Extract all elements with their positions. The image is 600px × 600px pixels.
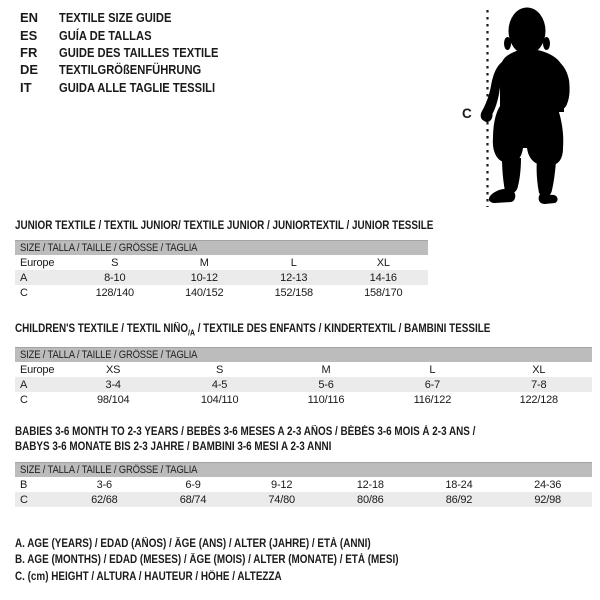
size-cell: M xyxy=(199,256,209,269)
size-cell: L xyxy=(290,256,297,269)
size-cell: XL xyxy=(532,363,546,376)
baby-silhouette-image xyxy=(450,0,600,215)
height-cell: 128/140 xyxy=(95,286,134,299)
row-label: C xyxy=(20,393,28,406)
height-cell: 110/116 xyxy=(307,393,345,406)
row-label: A xyxy=(15,270,70,285)
children-size-table xyxy=(15,347,592,407)
height-cell: 122/128 xyxy=(519,393,558,406)
table-row-height xyxy=(15,285,428,300)
size-cell: XL xyxy=(376,256,390,269)
age-cell: 6-9 xyxy=(185,478,201,491)
junior-size-table xyxy=(15,240,428,300)
age-cell: 9-12 xyxy=(271,478,293,491)
babies-size-table xyxy=(15,462,592,507)
size-header-band xyxy=(15,348,592,363)
size-cell: M xyxy=(321,363,331,376)
language-row-fr xyxy=(20,44,244,61)
language-title-block xyxy=(20,9,244,96)
babies-table-title-line2: BABYS 3-6 MONATE BIS 2-3 JAHRE / BAMBINI 3-6 MESI A 2-3 ANNI xyxy=(15,441,332,453)
height-cell: 92/98 xyxy=(503,492,592,507)
height-cell: 158/170 xyxy=(364,286,403,299)
height-cell: 80/86 xyxy=(326,492,415,507)
language-row-it xyxy=(20,79,244,96)
height-cell: 86/92 xyxy=(415,492,504,507)
age-cell: 10-12 xyxy=(160,270,250,285)
age-cell: 8-10 xyxy=(70,270,160,285)
language-title: GUIDA ALLE TAGLIE TESSILI xyxy=(59,79,216,95)
babies-table-title-line1: BABIES 3-6 MONTH TO 2-3 YEARS / BEBÉS 3-6 MESES A 2-3 AÑOS / BÉBÉS 3-6 MOIS À 2-3 ANS / xyxy=(15,426,476,438)
size-header-label: SIZE / TALLA / TAILLE / GRÖSSE / TAGLIA xyxy=(20,242,198,254)
row-label: C xyxy=(15,492,60,507)
language-row-de xyxy=(20,61,244,78)
size-cell: XS xyxy=(106,363,121,376)
age-cell: 12-13 xyxy=(249,270,339,285)
height-cell: 152/158 xyxy=(274,286,313,299)
language-title: TEXTILGRÖßENFÜHRUNG xyxy=(59,62,202,78)
children-table-title: CHILDREN'S TEXTILE / TEXTIL $NIÑO_{/A}$ / TEXTILE DES ENFANTS / KINDERTEXTIL / BAMBINI TESSILE xyxy=(15,323,491,338)
size-header-label: SIZE / TALLA / TAILLE / GRÖSSE / TAGLIA xyxy=(20,349,198,361)
row-label: Europe xyxy=(20,363,55,376)
language-code: IT xyxy=(20,79,32,95)
height-cell: 116/122 xyxy=(413,393,452,406)
footnote-age-months: B. AGE (MONTHS) / EDAD (MESES) / ÂGE (MOIS) / ALTER (MONATE) / ETÀ (MESI) xyxy=(15,554,399,567)
height-cell: 68/74 xyxy=(149,492,238,507)
language-code: EN xyxy=(20,10,39,26)
legend-footnotes xyxy=(15,536,461,585)
language-row-es xyxy=(20,26,244,43)
size-header-label: SIZE / TALLA / TAILLE / GRÖSSE / TAGLIA xyxy=(20,464,198,476)
age-cell: 7-8 xyxy=(486,377,592,392)
footnote-height-cm: C. (cm) HEIGHT / ALTURA / HAUTEUR / HÖHE / ALTEZZA xyxy=(15,570,282,583)
junior-table-title: JUNIOR TEXTILE / TEXTIL JUNIOR/ TEXTILE JUNIOR / JUNIORTEXTIL / JUNIOR TESSILE xyxy=(15,220,434,232)
nino-a-subscript: /A xyxy=(188,328,195,338)
size-cell: L xyxy=(429,363,436,376)
baby-silhouette-shape xyxy=(481,8,570,205)
age-cell: 12-18 xyxy=(356,478,384,491)
age-cell: 6-7 xyxy=(379,377,485,392)
age-cell: 4-5 xyxy=(166,377,272,392)
size-cell: S xyxy=(216,363,224,376)
language-code: DE xyxy=(20,62,39,78)
height-cell: 98/104 xyxy=(96,393,130,406)
table-row-europe xyxy=(15,255,428,270)
row-label: B xyxy=(20,478,28,491)
height-cell: 104/110 xyxy=(200,393,239,406)
language-code: ES xyxy=(20,27,38,43)
table-row-europe xyxy=(15,362,592,377)
height-cell: 62/68 xyxy=(60,492,149,507)
age-cell: 14-16 xyxy=(339,270,429,285)
table-row-height xyxy=(15,392,592,407)
table-row-age xyxy=(15,270,428,285)
table-row-age xyxy=(15,377,592,392)
height-measure-label: C xyxy=(462,106,472,121)
language-code: FR xyxy=(20,44,38,60)
row-label: Europe xyxy=(20,256,55,269)
table-row-age-months xyxy=(15,477,592,492)
age-cell: 3-4 xyxy=(60,377,166,392)
height-cell: 140/152 xyxy=(185,286,224,299)
row-label: A xyxy=(15,377,60,392)
size-header-band xyxy=(15,241,428,256)
language-title: GUÍA DE TALLAS xyxy=(59,27,152,43)
footnote-age-years: A. AGE (YEARS) / EDAD (AÑOS) / ÂGE (ANS) / ALTER (JAHRE) / ETÀ (ANNI) xyxy=(15,538,371,550)
age-cell: 3-6 xyxy=(96,478,112,491)
age-cell: 5-6 xyxy=(273,377,379,392)
language-row-en xyxy=(20,9,244,26)
table-row-height xyxy=(15,492,592,507)
height-cell: 74/80 xyxy=(237,492,326,507)
row-label: C xyxy=(20,286,28,299)
size-cell: S xyxy=(111,256,119,269)
language-title: GUIDE DES TAILLES TEXTILE xyxy=(59,44,219,60)
size-header-band xyxy=(15,463,592,478)
language-title: TEXTILE SIZE GUIDE xyxy=(59,10,172,26)
age-cell: 24-36 xyxy=(534,478,562,491)
age-cell: 18-24 xyxy=(445,478,473,491)
